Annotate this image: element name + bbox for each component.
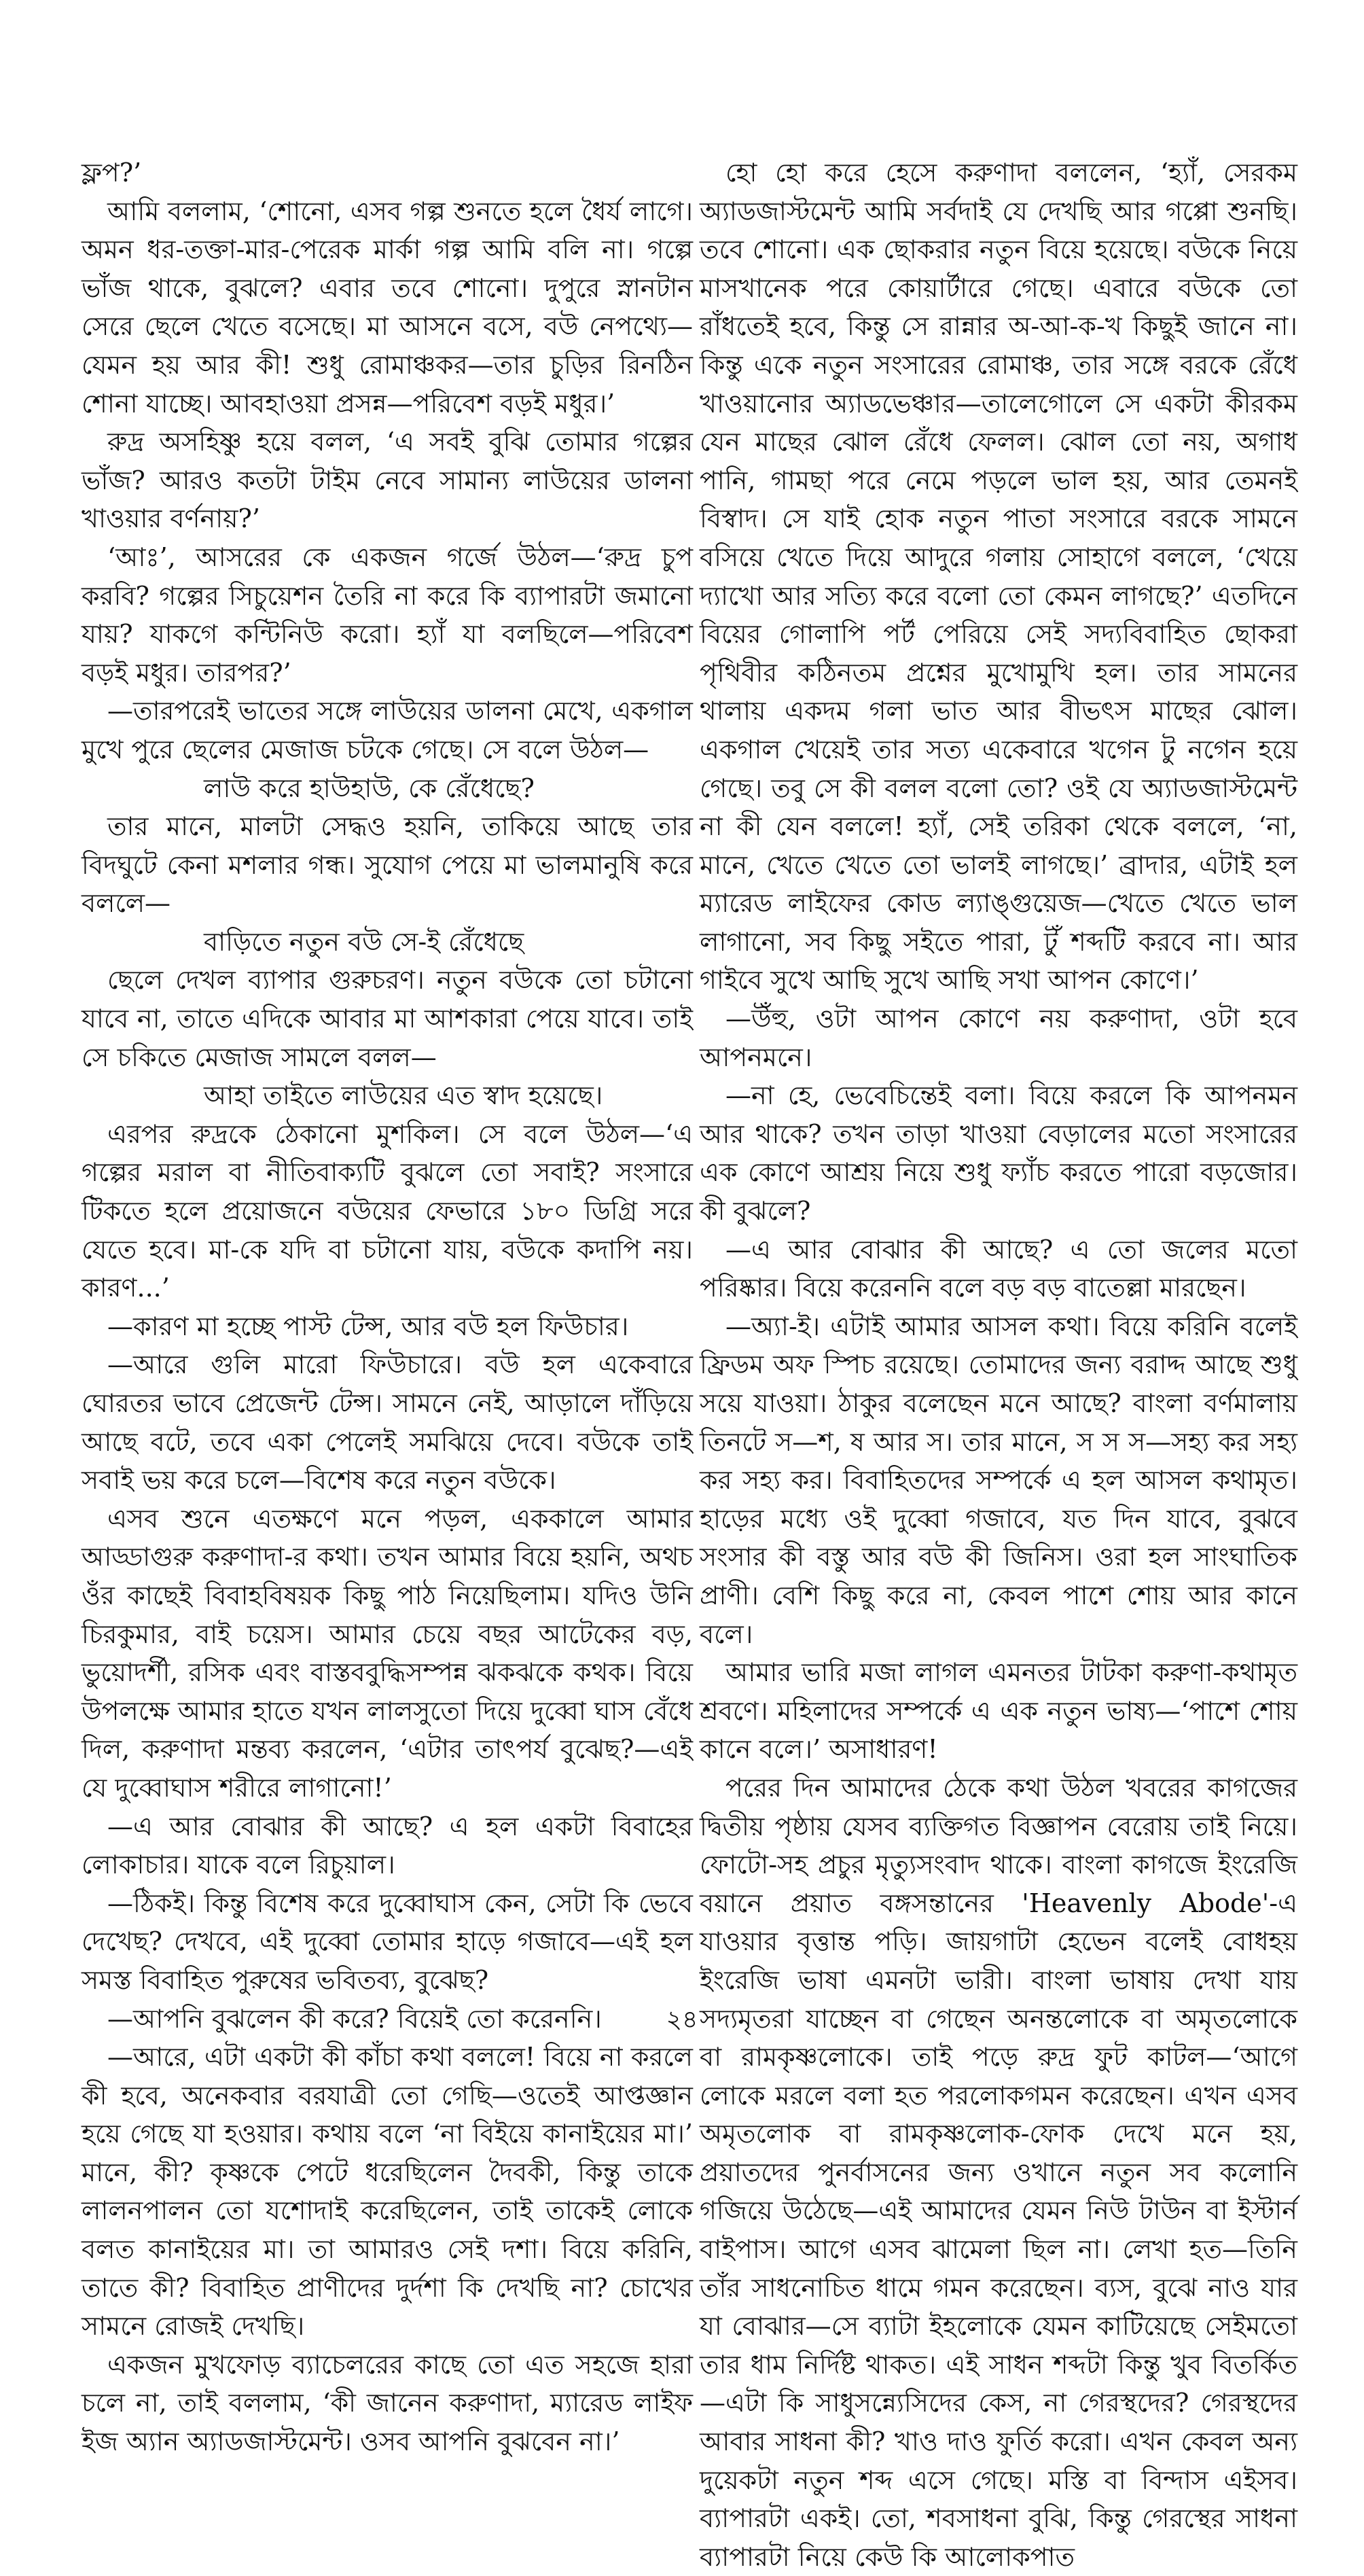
paragraph: —উঁহু, ওটা আপন কোণে নয় করুণাদা, ওটা হবে আপনমনে।: [700, 1004, 1297, 1072]
left-column: [82, 154, 693, 2461]
paragraph: ‘আঃ’, আসরের কে একজন গর্জে উঠল—‘রুদ্র চুপ করবি? গল্পের সিচুয়েশন তৈরি না করে কি ব্যাপারটা জমানো যায়? যাকগে কন্টিনিউ করো। হ্যাঁ যা বলছিলে—পরিবেশ বড়ই মধুর। তারপর?’: [82, 542, 693, 688]
verse-line: লাউ করে হাউহাউ, কে রেঁধেছে?: [204, 773, 535, 803]
paragraph: একজন মুখফোড় ব্যাচেলরের কাছে তো এত সহজে হারা চলে না, তাই বললাম, ‘কী জানেন করুণাদা, ম্যারেড লাইফ ইজ অ্যান অ্যাডজাস্টমেন্ট। ওসব আপনি বুঝবেন না।’: [82, 2349, 693, 2457]
paragraph: —এ আর বোঝার কী আছে? এ হল একটা বিবাহের লোকাচার। যাকে বলে রিচুয়াল।: [82, 1811, 693, 1880]
paragraph: —কারণ মা হচ্ছে পাস্ট টেন্স, আর বউ হল ফিউচার।: [107, 1311, 629, 1341]
paragraph: এসব শুনে এতক্ষণে মনে পড়ল, এককালে আমার আড্ডাগুরু করুণাদা-র কথা। তখন আমার বিয়ে হয়নি, অথচ ওঁর কাছেই বিবাহবিষয়ক কিছু পাঠ নিয়েছিলাম। যদিও উনি চিরকুমার, বাই চয়েস। আমার চেয়ে বছর আটেকের বড়, ভুয়োদর্শী, রসিক এবং বাস্তববুদ্ধিসম্পন্ন ঝকঝকে কথক। বিয়ে উপলক্ষে আমার হাতে যখন লালসুতো দিয়ে দুব্বো ঘাস বেঁধে দিল, করুণাদা মন্তব্য করলেন, ‘এটার তাৎপর্য বুঝেছ?—এই যে দুব্বোঘাস শরীরে লাগানো!’: [82, 1503, 693, 1803]
paragraph: —অ্যা-ই। এটাই আমার আসল কথা। বিয়ে করিনি বলেই ফ্রিডম অফ স্পিচ রয়েছে। তোমাদের জন্য বরাদ্দ আছে শুধু সয়ে যাওয়া। ঠাকুর বলেছেন মনে আছে? বাংলা বর্ণমালায় তিনটে স—শ, ষ আর স। তার মানে, স স স—সহ্য কর সহ্য কর সহ্য কর। বিবাহিতদের সম্পর্কে এ হল আসল কথামৃত। হাড়ের মধ্যে ওই দুব্বো গজাবে, যত দিন যাবে, বুঝবে সংসার কী বস্তু আর বউ কী জিনিস। ওরা হল সাংঘাতিক প্রাণী। বেশি কিছু করে না, কেবল পাশে শোয় আর কানে বলে।: [700, 1311, 1297, 1649]
paragraph: হো হো করে হেসে করুণাদা বললেন, ‘হ্যাঁ, সেরকম অ্যাডজাস্টমেন্ট আমি সর্বদাই যে দেখছি আর গপ্পো শুনছি। তবে শোনো। এক ছোকরার নতুন বিয়ে হয়েছে। বউকে নিয়ে মাসখানেক পরে কোয়ার্টারে গেছে। এবারে বউকে তো রাঁধতেই হবে, কিন্তু সে রান্নার অ-আ-ক-খ কিছুই জানে না। কিন্তু একে নতুন সংসারের রোমাঞ্চ, তার সঙ্গে বরকে রেঁধে খাওয়ানোর অ্যাডভেঞ্চার—তালেগোলে সে একটা কীরকম যেন মাছের ঝোল রেঁধে ফেলল। ঝোল তো নয়, অগাধ পানি, গামছা পরে নেমে পড়লে ভাল হয়, আর তেমনই বিস্বাদ। সে যাই হোক নতুন পাতা সংসারে বরকে সামনে বসিয়ে খেতে দিয়ে আদুরে গলায় সোহাগে বললে, ‘খেয়ে দ্যাখো আর সত্যি করে বলো তো কেমন লাগছে?’ এতদিনে বিয়ের গোলাপি পর্ট পেরিয়ে সেই সদ্যবিবাহিত ছোকরা পৃথিবীর কঠিনতম প্রশ্নের মুখোমুখি হল। তার সামনের থালায় একদম গলা ভাত আর বীভৎস মাছের ঝোল। একগাল খেয়েই তার সত্য একেবারে খগেন টু নগেন হয়ে গেছে। তবু সে কী বলল বলো তো? ওই যে অ্যাডজাস্টমেন্ট না কী যেন বললে! হ্যাঁ, সেই তরিকা থেকে বললে, ‘না, মানে, খেতে খেতে তো ভালই লাগছে।’ ব্রাদার, এটাই হল ম্যারেড লাইফের কোড ল্যাঙ্গুয়েজ—খেতে খেতে ভাল লাগানো, সব কিছু সইতে পারা, টুঁ শব্দটি করবে না। আর গাইবে সুখে আছি সুখে আছি সখা আপন কোণে।’: [700, 158, 1297, 995]
paragraph: —তারপরেই ভাতের সঙ্গে লাউয়ের ডালনা মেখে, একগাল মুখে পুরে ছেলের মেজাজ চটকে গেছে। সে বলে উঠল—: [82, 696, 693, 764]
paragraph: —না হে, ভেবেচিন্তেই বলা। বিয়ে করলে কি আপনমন আর থাকে? তখন তাড়া খাওয়া বেড়ালের মতো সংসারের এক কোণে আশ্রয় নিয়ে শুধু ফ্যাঁচ করতে পারো বড়জোর। কী বুঝলে?: [700, 1080, 1297, 1227]
paragraph: আমি বললাম, ‘শোনো, এসব গল্প শুনতে হলে ধৈর্য লাগে। অমন ধর-তক্তা-মার-পেরেক মার্কা গল্প আমি বলি না। গল্পে ভাঁজ থাকে, বুঝলে? এবার তবে শোনো। দুপুরে স্নানটান সেরে ছেলে খেতে বসেছে। মা আসনে বসে, বউ নেপথ্যে—যেমন হয় আর কী! শুধু রোমাঞ্চকর—তার চুড়ির রিনঠিন শোনা যাচ্ছে। আবহাওয়া প্রসন্ন—পরিবেশ বড়ই মধুর।’: [82, 196, 693, 419]
right-column: [700, 154, 1297, 2576]
paragraph: রুদ্র অসহিষ্ণু হয়ে বলল, ‘এ সবই বুঝি তোমার গল্পের ভাঁজ? আরও কতটা টাইম নেবে সামান্য লাউয়ের ডালনা খাওয়ার বর্ণনায়?’: [82, 427, 693, 534]
paragraph: ছেলে দেখল ব্যাপার গুরুচরণ। নতুন বউকে তো চটানো যাবে না, তাতে এদিকে আবার মা আশকারা পেয়ে যাবে। তাই সে চকিতে মেজাজ সামলে বলল—: [82, 965, 693, 1072]
paragraph: —আরে, এটা একটা কী কাঁচা কথা বললে! বিয়ে না করলে কী হবে, অনেকবার বরযাত্রী তো গেছি—ওতেই আপ্তজ্ঞান হয়ে গেছে যা হওয়ার। কথায় বলে ‘না বিইয়ে কানাইয়ের মা।’ মানে, কী? কৃষ্ণকে পেটে ধরেছিলেন দৈবকী, কিন্তু তাকে লালনপালন তো যশোদাই করেছিলেন, তাই তাকেই লোকে বলত কানাইয়ের মা। তা আমারও সেই দশা। বিয়ে করিনি, তাতে কী? বিবাহিত প্রাণীদের দুর্দশা কি দেখছি না? চোখের সামনে রোজই দেখছি।: [82, 2042, 693, 2342]
paragraph: তার মানে, মালটা সেদ্ধও হয়নি, তাকিয়ে আছে তার বিদঘুটে কেনা মশলার গন্ধ। সুযোগ পেয়ে মা ভালমানুষি করে বললে—: [82, 811, 693, 919]
paragraph: —এ আর বোঝার কী আছে? এ তো জলের মতো পরিষ্কার। বিয়ে করেননি বলে বড় বড় বাতেল্লা মারছেন।: [700, 1234, 1297, 1303]
page-number: ২৪: [666, 2006, 698, 2034]
paragraph: পরের দিন আমাদের ঠেকে কথা উঠল খবরের কাগজের দ্বিতীয় পৃষ্ঠায় যেসব ব্যক্তিগত বিজ্ঞাপন বেরোয় তাই নিয়ে। ফোটো-সহ প্রচুর মৃত্যুসংবাদ থাকে। বাংলা কাগজে ইংরেজি বয়ানে প্রয়াত বঙ্গসন্তানের 'Heavenly Abode'-এ যাওয়ার বৃত্তান্ত পড়ি। জায়গাটা হেভেন বলেই বোধহয় ইংরেজি ভাষা এমনটা ভারী। বাংলা ভাষায় দেখা যায় সদ্যমৃতরা যাচ্ছেন বা গেছেন অনন্তলোকে বা অমৃতলোকে বা রামকৃষ্ণলোকে। তাই পড়ে রুদ্র ফুট কাটল—‘আগে লোকে মরলে বলা হত পরলোকগমন করেছেন। এখন এসব অমৃতলোক বা রামকৃষ্ণলোক-ফোক দেখে মনে হয়, প্রয়াতদের পুনর্বাসনের জন্য ওখানে নতুন সব কলোনি গজিয়ে উঠেছে—এই আমাদের যেমন নিউ টাউন বা ইস্টার্ন বাইপাস। আগে এসব ঝামেলা ছিল না। লেখা হত—তিনি তাঁর সাধনোচিত ধামে গমন করেছেন। ব্যস, বুঝে নাও যার যা বোঝার—সে ব্যাটা ইহলোকে যেমন কাটিয়েছে সেইমতো তার ধাম নির্দিষ্ট থাকত। এই সাধন শব্দটা কিন্তু খুব বিতর্কিত—এটা কি সাধুসন্ন্যেসিদের কেস, না গেরস্থদের? গেরস্থদের আবার সাধনা কী? খাও দাও ফুর্তি করো। এখন কেবল অন্য দুয়েকটা নতুন শব্দ এসে গেছে। মস্তি বা বিন্দাস এইসব। ব্যাপারটা একই। তো, শবসাধনা বুঝি, কিন্তু গেরস্থের সাধনা ব্যাপারটা নিয়ে কেউ কি আলোকপাত: [700, 1772, 1297, 2572]
paragraph: —ঠিকই। কিন্তু বিশেষ করে দুব্বোঘাস কেন, সেটা কি ভেবে দেখেছ? দেখবে, এই দুব্বো তোমার হাড়ে গজাবে—এই হল সমস্ত বিবাহিত পুরুষের ভবিতব্য, বুঝেছ?: [82, 1888, 693, 1995]
paragraph: ফ্লপ?’: [82, 158, 142, 188]
paragraph: এরপর রুদ্রকে ঠেকানো মুশকিল। সে বলে উঠল—‘এ গল্পের মরাল বা নীতিবাক্যটি বুঝলে তো সবাই? সংসারে টিকতে হলে প্রয়োজনে বউয়ের ফেভারে ১৮০ ডিগ্রি সরে যেতে হবে। মা-কে যদি বা চটানো যায়, বউকে কদাপি নয়। কারণ...’: [82, 1118, 693, 1303]
paragraph: —আপনি বুঝলেন কী করে? বিয়েই তো করেননি।: [107, 2003, 602, 2034]
verse-line: বাড়িতে নতুন বউ সে-ই রেঁধেছে: [204, 926, 524, 957]
paragraph: —আরে গুলি মারো ফিউচারে। বউ হল একেবারে ঘোরতর ভাবে প্রেজেন্ট টেন্স। সামনে নেই, আড়ালে দাঁড়িয়ে আছে বটে, তবে একা পেলেই সমঝিয়ে দেবে। বউকে তাই সবাই ভয় করে চলে—বিশেষ করে নতুন বউকে।: [82, 1349, 693, 1496]
paragraph: আমার ভারি মজা লাগল এমনতর টাটকা করুণা-কথামৃত শ্রবণে। মহিলাদের সম্পর্কে এ এক নতুন ভাষ্য—‘পাশে শোয় কানে বলে।’ অসাধারণ!: [700, 1657, 1297, 1765]
verse-line: আহা তাইতে লাউয়ের এত স্বাদ হয়েছে।: [204, 1080, 603, 1111]
